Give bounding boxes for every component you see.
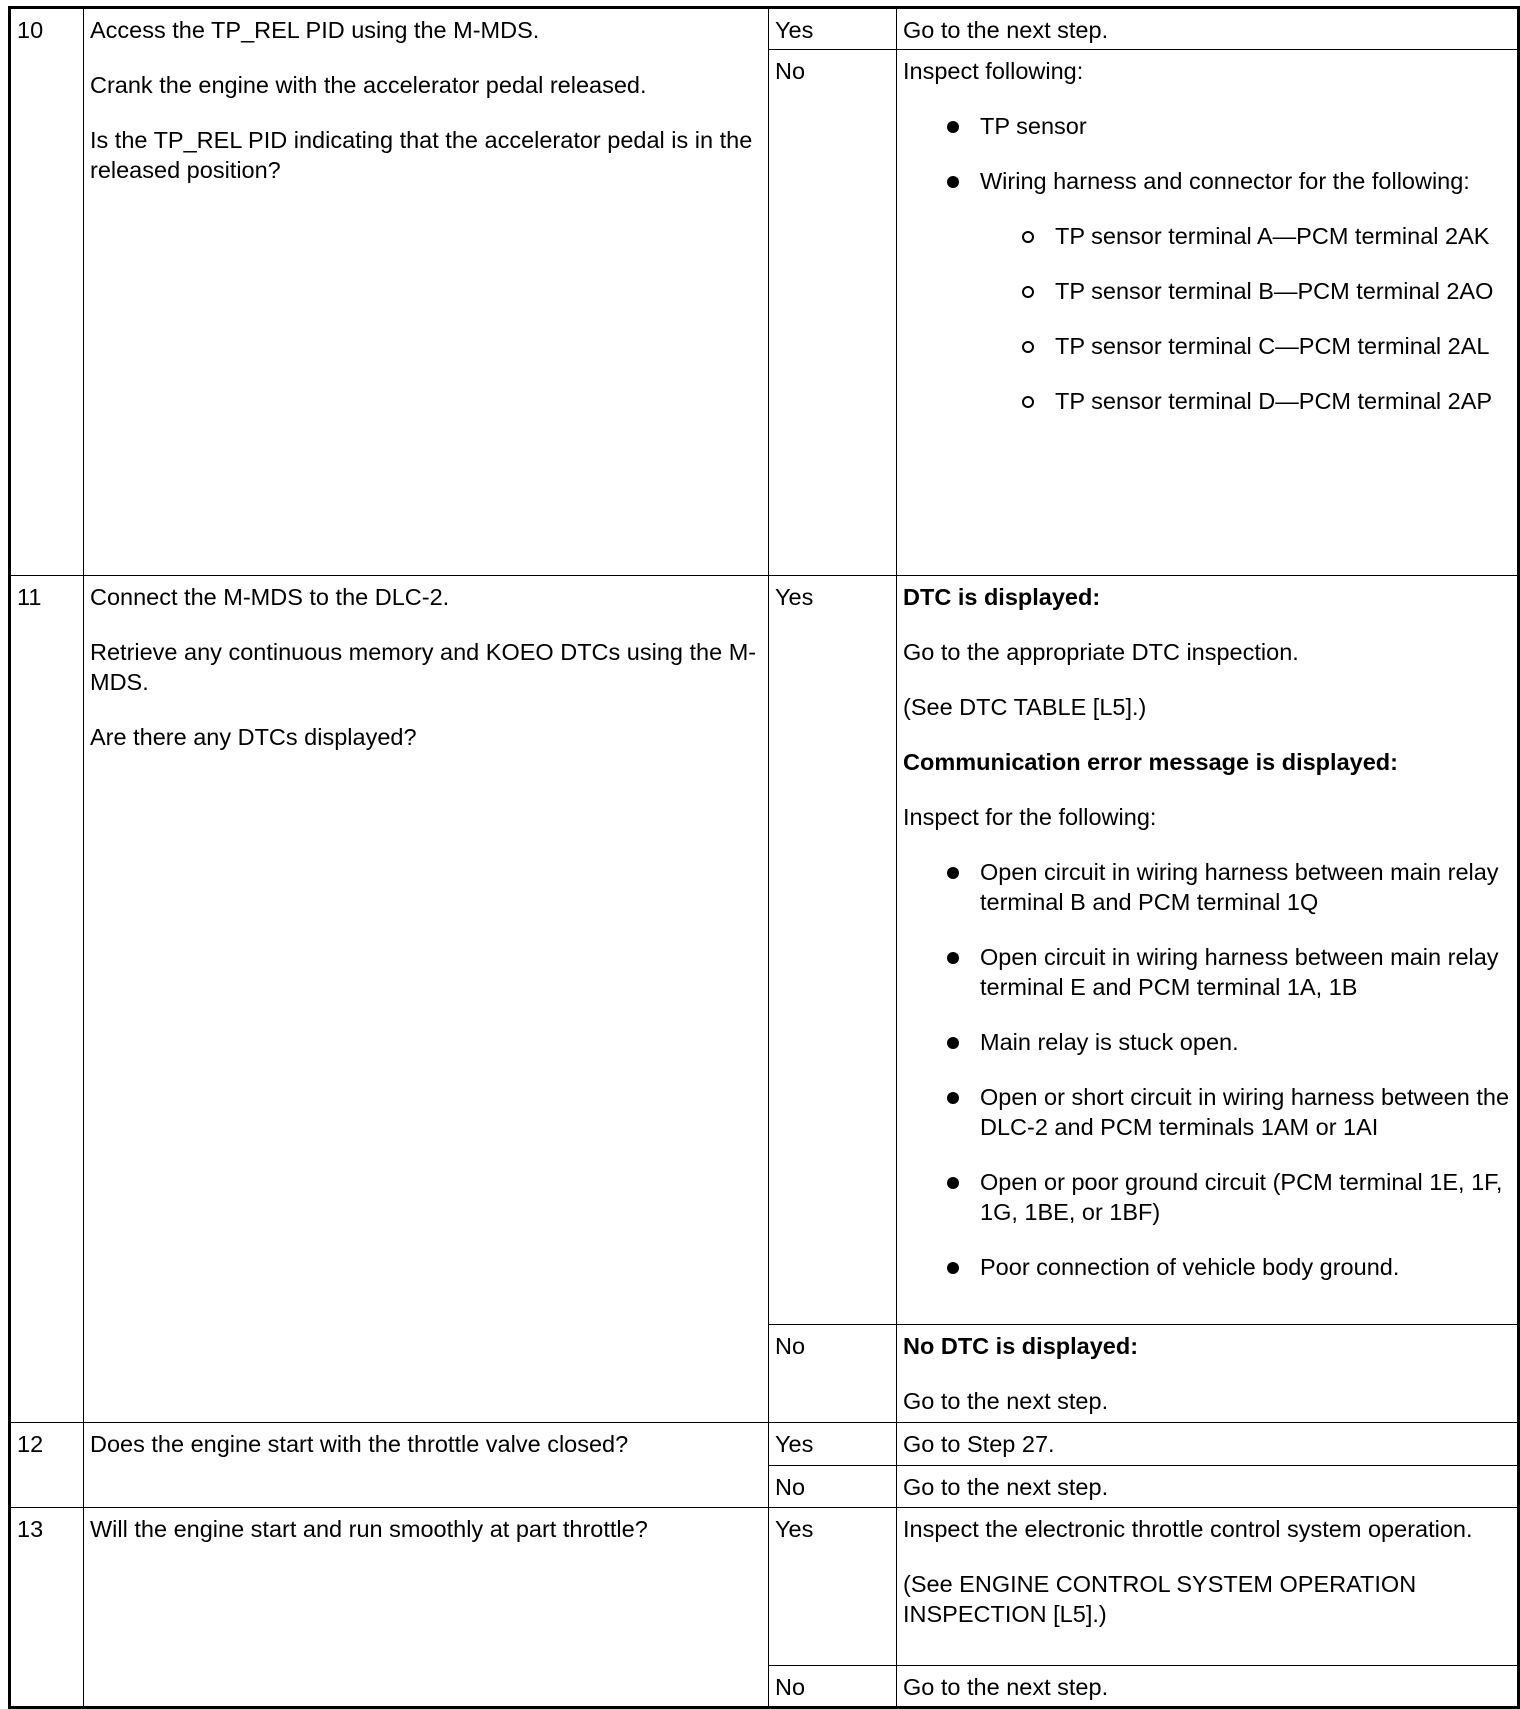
sub-list-item	[1022, 221, 1511, 251]
result-no	[897, 1325, 1519, 1423]
list-item	[947, 1167, 1511, 1227]
answer-no: No	[769, 1466, 897, 1508]
step-action	[84, 1508, 769, 1708]
list-item-text: Open or short circuit in wiring harness between the DLC-2 and PCM terminals 1AM or 1AI	[980, 1084, 1510, 1140]
list-item-text: Wiring harness and connector for the following:	[980, 168, 1470, 194]
bullet-list	[903, 111, 1511, 416]
action-line: Crank the engine with the accelerator pedal released.	[90, 72, 647, 98]
answer-no: No	[769, 1666, 897, 1708]
diagnostic-procedure-table	[8, 6, 1520, 1709]
list-item	[947, 857, 1511, 917]
answer-yes: Yes	[769, 8, 897, 50]
result-yes: Go to the next step.	[897, 8, 1519, 50]
result-text: Go to the appropriate DTC inspection.	[903, 639, 1299, 665]
bullet-list	[903, 857, 1511, 1282]
sub-list-item	[1022, 331, 1511, 361]
result-no: Go to the next step.	[897, 1666, 1519, 1708]
step-action	[84, 1423, 769, 1508]
bullet-icon	[947, 176, 959, 188]
bullet-icon	[947, 1092, 959, 1104]
hollow-bullet-icon	[1022, 341, 1034, 353]
list-item-text: Poor connection of vehicle body ground.	[980, 1254, 1400, 1280]
hollow-bullet-icon	[1022, 286, 1034, 298]
list-item	[947, 166, 1511, 416]
result-heading: Communication error message is displayed:	[903, 749, 1398, 775]
step-12-yes-row	[10, 1423, 1519, 1466]
step-action	[84, 8, 769, 576]
result-no: Go to the next step.	[897, 1466, 1519, 1508]
result-reference: (See ENGINE CONTROL SYSTEM OPERATION INSPECTION [L5].)	[903, 1571, 1417, 1627]
sub-list-item	[1022, 386, 1511, 416]
result-reference: (See DTC TABLE [L5].)	[903, 694, 1147, 720]
result-heading: No DTC is displayed:	[903, 1333, 1139, 1359]
step-number: 10	[10, 8, 84, 576]
list-item-text: Open circuit in wiring harness between main relay terminal E and PCM terminal 1A, 1B	[980, 944, 1499, 1000]
document-page	[8, 6, 1520, 1709]
answer-yes: Yes	[769, 1423, 897, 1466]
result-no	[897, 50, 1519, 576]
list-item	[947, 111, 1511, 141]
bullet-icon	[947, 952, 959, 964]
sub-list-item-text: TP sensor terminal A—PCM terminal 2AK	[1055, 223, 1490, 249]
result-yes: Go to Step 27.	[897, 1423, 1519, 1466]
step-13-yes-row	[10, 1508, 1519, 1666]
action-line: Does the engine start with the throttle valve closed?	[90, 1431, 629, 1457]
list-item-text: Main relay is stuck open.	[980, 1029, 1239, 1055]
list-item	[947, 1027, 1511, 1057]
hollow-bullet-icon	[1022, 396, 1034, 408]
sub-list-item-text: TP sensor terminal D—PCM terminal 2AP	[1055, 388, 1493, 414]
step-10-yes-row	[10, 8, 1519, 50]
answer-no: No	[769, 50, 897, 576]
list-item-text: TP sensor	[980, 113, 1087, 139]
sub-list-item	[1022, 276, 1511, 306]
list-item	[947, 1252, 1511, 1282]
action-line: Retrieve any continuous memory and KOEO DTCs using the M-MDS.	[90, 639, 757, 695]
step-11-yes-row	[10, 576, 1519, 1325]
action-line: Will the engine start and run smoothly at part throttle?	[90, 1516, 648, 1542]
hollow-bullet-icon	[1022, 231, 1034, 243]
result-heading: DTC is displayed:	[903, 584, 1101, 610]
result-text: Inspect the electronic throttle control system operation.	[903, 1516, 1473, 1542]
result-yes	[897, 576, 1519, 1325]
result-text: Inspect for the following:	[903, 804, 1157, 830]
sub-list-item-text: TP sensor terminal B—PCM terminal 2AO	[1055, 278, 1494, 304]
sub-list-item-text: TP sensor terminal C—PCM terminal 2AL	[1055, 333, 1490, 359]
list-item	[947, 1082, 1511, 1142]
step-number: 12	[10, 1423, 84, 1508]
bullet-icon	[947, 867, 959, 879]
bullet-icon	[947, 121, 959, 133]
action-line: Connect the M-MDS to the DLC-2.	[90, 584, 450, 610]
answer-yes: Yes	[769, 1508, 897, 1666]
result-text: Go to the next step.	[903, 1388, 1109, 1414]
result-intro: Inspect following:	[903, 58, 1084, 84]
bullet-icon	[947, 1262, 959, 1274]
list-item-text: Open circuit in wiring harness between main relay terminal B and PCM terminal 1Q	[980, 859, 1499, 915]
list-item-text: Open or poor ground circuit (PCM terminal 1E, 1F, 1G, 1BE, or 1BF)	[980, 1169, 1503, 1225]
answer-no: No	[769, 1325, 897, 1423]
step-number: 13	[10, 1508, 84, 1708]
action-line: Are there any DTCs displayed?	[90, 724, 417, 750]
step-number: 11	[10, 576, 84, 1423]
action-line: Access the TP_REL PID using the M-MDS.	[90, 17, 540, 43]
answer-yes: Yes	[769, 576, 897, 1325]
bullet-icon	[947, 1177, 959, 1189]
bullet-icon	[947, 1037, 959, 1049]
result-yes	[897, 1508, 1519, 1666]
step-action	[84, 576, 769, 1423]
sub-bullet-list	[980, 221, 1511, 416]
action-line: Is the TP_REL PID indicating that the accelerator pedal is in the released position?	[90, 127, 753, 183]
list-item	[947, 942, 1511, 1002]
